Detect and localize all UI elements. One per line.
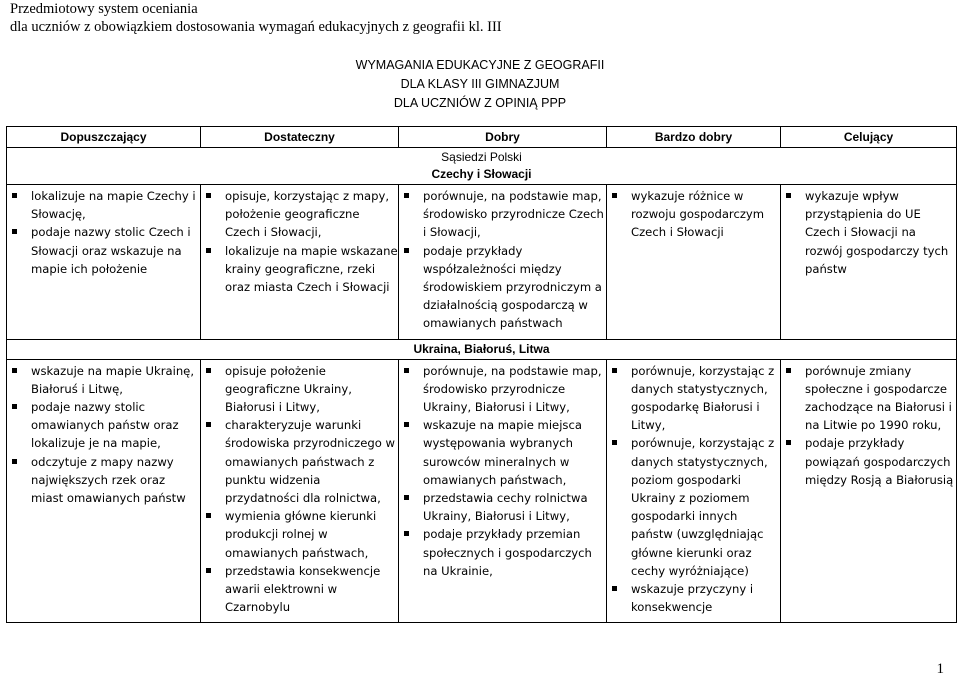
requirement-item: wykazuje wpływ przystąpienia do UE Czech i Słowacji na rozwój gospodarczy tych państw — [783, 187, 956, 278]
requirement-item: wskazuje na mapie Ukrainę, Białoruś i Litwę, — [9, 362, 200, 398]
grade-cell — [399, 185, 607, 340]
column-header: Bardzo dobry — [607, 127, 781, 148]
requirement-item: porównuje, korzystając z danych statystycznych, poziom gospodarki Ukrainy z poziomem gospodarki innych państw (uwzględniając główne kierunki oraz cechy wyróżniające) — [609, 434, 780, 580]
table-header-row — [7, 127, 957, 148]
header-line-1: Przedmiotowy system oceniania — [10, 1, 198, 17]
grade-cell — [7, 185, 201, 340]
document-header — [10, 0, 502, 36]
grade-cell — [607, 359, 781, 623]
table-row — [7, 185, 957, 340]
section-subtitle: Ukraina, Białoruś, Litwa — [413, 341, 550, 356]
requirement-item: opisuje, korzystając z mapy, położenie geograficzne Czech i Słowacji, — [203, 187, 398, 242]
document-title — [0, 56, 960, 113]
requirement-item: wymienia główne kierunki produkcji rolnej w omawianych państwach, — [203, 507, 398, 562]
requirement-item: odczytuje z mapy nazwy największych rzek oraz miast omawianych państw — [9, 453, 200, 508]
requirement-item: opisuje położenie geograficzne Ukrainy, Białorusi i Litwy, — [203, 362, 398, 417]
title-line-2: DLA KLASY III GIMNAZJUM — [400, 77, 560, 91]
section-heading — [7, 339, 957, 359]
requirement-item: lokalizuje na mapie Czechy i Słowację, — [9, 187, 200, 223]
column-header: Dostateczny — [201, 127, 399, 148]
table-row — [7, 359, 957, 623]
grade-cell — [781, 359, 957, 623]
requirements-table — [6, 126, 957, 623]
column-header: Celujący — [781, 127, 957, 148]
title-line-3: DLA UCZNIÓW Z OPINIĄ PPP — [393, 96, 567, 110]
grade-cell — [201, 359, 399, 623]
requirement-item: wskazuje przyczyny i konsekwencje — [609, 580, 780, 616]
grade-cell — [201, 185, 399, 340]
requirement-item: podaje przykłady przemian społecznych i gospodarczych na Ukrainie, — [401, 525, 606, 580]
section-heading-row — [7, 148, 957, 185]
section-heading-row — [7, 339, 957, 359]
requirement-item: wykazuje różnice w rozwoju gospodarczym Czech i Słowacji — [609, 187, 780, 242]
column-header: Dobry — [399, 127, 607, 148]
requirement-item: przedstawia konsekwencje awarii elektrowni w Czarnobylu — [203, 562, 398, 617]
grade-cell — [7, 359, 201, 623]
page-number: 1 — [936, 661, 944, 677]
column-header: Dopuszczający — [7, 127, 201, 148]
requirement-item: charakteryzuje warunki środowiska przyrodniczego w omawianych państwach z punktu widzenia przydatności dla rolnictwa, — [203, 416, 398, 507]
title-line-1: WYMAGANIA EDUKACYJNE Z GEOGRAFII — [355, 58, 605, 72]
requirement-item: lokalizuje na mapie wskazane krainy geograficzne, rzeki oraz miasta Czech i Słowacji — [203, 242, 398, 297]
section-title: Sąsiedzi Polski — [441, 150, 522, 164]
section-heading — [7, 148, 957, 185]
requirement-item: porównuje, na podstawie map, środowisko przyrodnicze Czech i Słowacji, — [401, 187, 606, 242]
requirement-item: podaje nazwy stolic Czech i Słowacji oraz wskazuje na mapie ich położenie — [9, 223, 200, 278]
header-line-2: dla uczniów z obowiązkiem dostosowania wymagań edukacyjnych z geografii kl. III — [10, 19, 502, 35]
section-subtitle: Czechy i Słowacji — [431, 167, 532, 181]
grade-cell — [781, 185, 957, 340]
requirement-item: podaje nazwy stolic omawianych państw oraz lokalizuje je na mapie, — [9, 398, 200, 453]
grade-cell — [399, 359, 607, 623]
grade-cell — [607, 185, 781, 340]
requirement-item: przedstawia cechy rolnictwa Ukrainy, Białorusi i Litwy, — [401, 489, 606, 525]
requirement-item: wskazuje na mapie miejsca występowania wybranych surowców mineralnych w omawianych państwach, — [401, 416, 606, 489]
requirement-item: porównuje, na podstawie map, środowisko przyrodnicze Ukrainy, Białorusi i Litwy, — [401, 362, 606, 417]
requirement-item: porównuje zmiany społeczne i gospodarcze zachodzące na Białorusi i na Litwie po 1990 roku, — [783, 362, 956, 435]
requirement-item: porównuje, korzystając z danych statystycznych, gospodarkę Białorusi i Litwy, — [609, 362, 780, 435]
requirement-item: podaje przykłady współzależności między środowiskiem przyrodniczym a działalnością gospodarczą w omawianych państwach — [401, 242, 606, 333]
requirement-item: podaje przykłady powiązań gospodarczych między Rosją a Białorusią — [783, 434, 956, 489]
